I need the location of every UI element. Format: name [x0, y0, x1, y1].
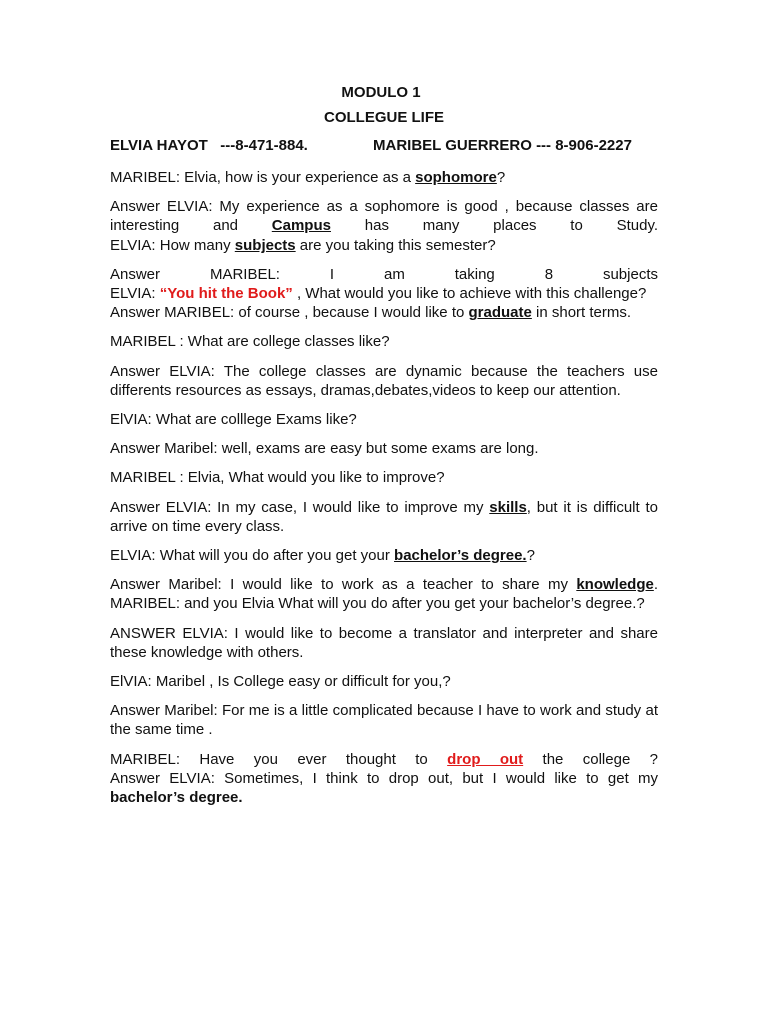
- p15-text-3: Answer ELVIA: Sometimes, I think to drop out, but I would like to get my: [110, 769, 658, 787]
- term-campus: Campus: [271, 217, 331, 235]
- paragraph-12: ANSWER ELVIA: I would like to become a translator and interpreter and share these knowledge with others.: [110, 624, 658, 661]
- p10-text: ELVIA: What will you do after you get your: [110, 547, 395, 565]
- p2-text: Answer ELVIA: My experience as a sophomore is good , because classes are interesting and: [110, 198, 658, 235]
- document-title: COLLEGUE LIFE: [324, 109, 444, 126]
- paragraph-15: [110, 750, 658, 808]
- p11-line-2: MARIBEL: and you Elvia What will you do after you get your bachelor’s degree.?: [110, 595, 645, 613]
- paragraph-11: [110, 575, 658, 613]
- term-bachelors-degree-final: bachelor’s degree.: [110, 789, 243, 807]
- paragraph-7: Answer Maribel: well, exams are easy but some exams are long.: [110, 440, 539, 458]
- paragraph-4: MARIBEL : What are college classes like?: [110, 333, 390, 351]
- p3-text-2: , What would you like to achieve with this challenge?: [292, 285, 647, 303]
- p15-text: MARIBEL: Have you ever thought to: [110, 750, 448, 768]
- paragraph-10: [110, 546, 658, 565]
- term-bachelors-degree: bachelor’s degree.: [394, 547, 527, 565]
- term-graduate: graduate: [468, 304, 532, 322]
- p1-end: ?: [496, 169, 506, 186]
- p2-text-3: ELVIA: How many: [110, 236, 235, 254]
- p3-line-1: Answer MARIBEL: I am taking 8 subjects: [110, 265, 658, 283]
- p3-line-2: [110, 284, 658, 303]
- p2-line-2: [110, 236, 658, 255]
- p3-text-4: in short terms.: [531, 304, 632, 322]
- p11-line-1: [110, 575, 658, 594]
- document-page: [110, 84, 658, 807]
- idiom-hit-the-book: “You hit the Book”: [159, 285, 293, 303]
- term-knowledge: knowledge: [576, 576, 654, 594]
- term-skills: skills: [489, 498, 527, 516]
- p11-text: Answer Maribel: I would like to work as a teacher to share my: [110, 576, 577, 594]
- module-title: MODULO 1: [341, 84, 421, 101]
- paragraph-8: MARIBEL : Elvia, What would you like to improve?: [110, 469, 445, 487]
- p3-line-3: [110, 303, 658, 322]
- paragraph-1: [110, 168, 658, 187]
- contact-maribel: MARIBEL GUERRERO --- 8-906-2227: [373, 137, 632, 154]
- p2-line-1: [110, 197, 658, 235]
- p9-text: Answer ELVIA: In my case, I would like to improve my: [110, 498, 490, 516]
- paragraph-2: [110, 197, 658, 255]
- p15-line-2: [110, 769, 658, 807]
- term-sophomore: sophomore: [415, 169, 497, 186]
- p2-text-2: has many places to Study.: [330, 217, 659, 235]
- term-subjects: subjects: [234, 236, 296, 254]
- p1-text: MARIBEL: Elvia, how is your experience as a: [110, 169, 416, 186]
- paragraph-9: [110, 498, 658, 536]
- paragraph-5: Answer ELVIA: The college classes are dynamic because the teachers use differents resources as essays, dramas,debates,videos to keep our attention.: [110, 362, 658, 399]
- paragraph-14: Answer Maribel: For me is a little complicated because I have to work and study at the same time .: [110, 702, 658, 739]
- contact-elvia: ELVIA HAYOT ---8-471-884.: [110, 137, 308, 154]
- p3-text-3: Answer MARIBEL: of course , because I would like to: [110, 304, 469, 322]
- paragraph-6: ElVIA: What are colllege Exams like?: [110, 411, 357, 429]
- paragraph-3: [110, 265, 658, 323]
- p15-line-1: [110, 750, 658, 769]
- term-drop-out: drop out: [447, 750, 524, 768]
- p10-end: ?: [526, 547, 535, 565]
- p9-text-2: , but it is difficult to arrive on time every class.: [110, 498, 658, 535]
- contacts-line: [110, 137, 658, 155]
- p11-text-2: .: [653, 576, 658, 594]
- paragraph-13: ElVIA: Maribel , Is College easy or difficult for you,?: [110, 673, 451, 691]
- p2-text-4: are you taking this semester?: [295, 236, 496, 254]
- p15-text-2: the college ?: [523, 750, 658, 768]
- p3-text: ELVIA:: [110, 285, 160, 303]
